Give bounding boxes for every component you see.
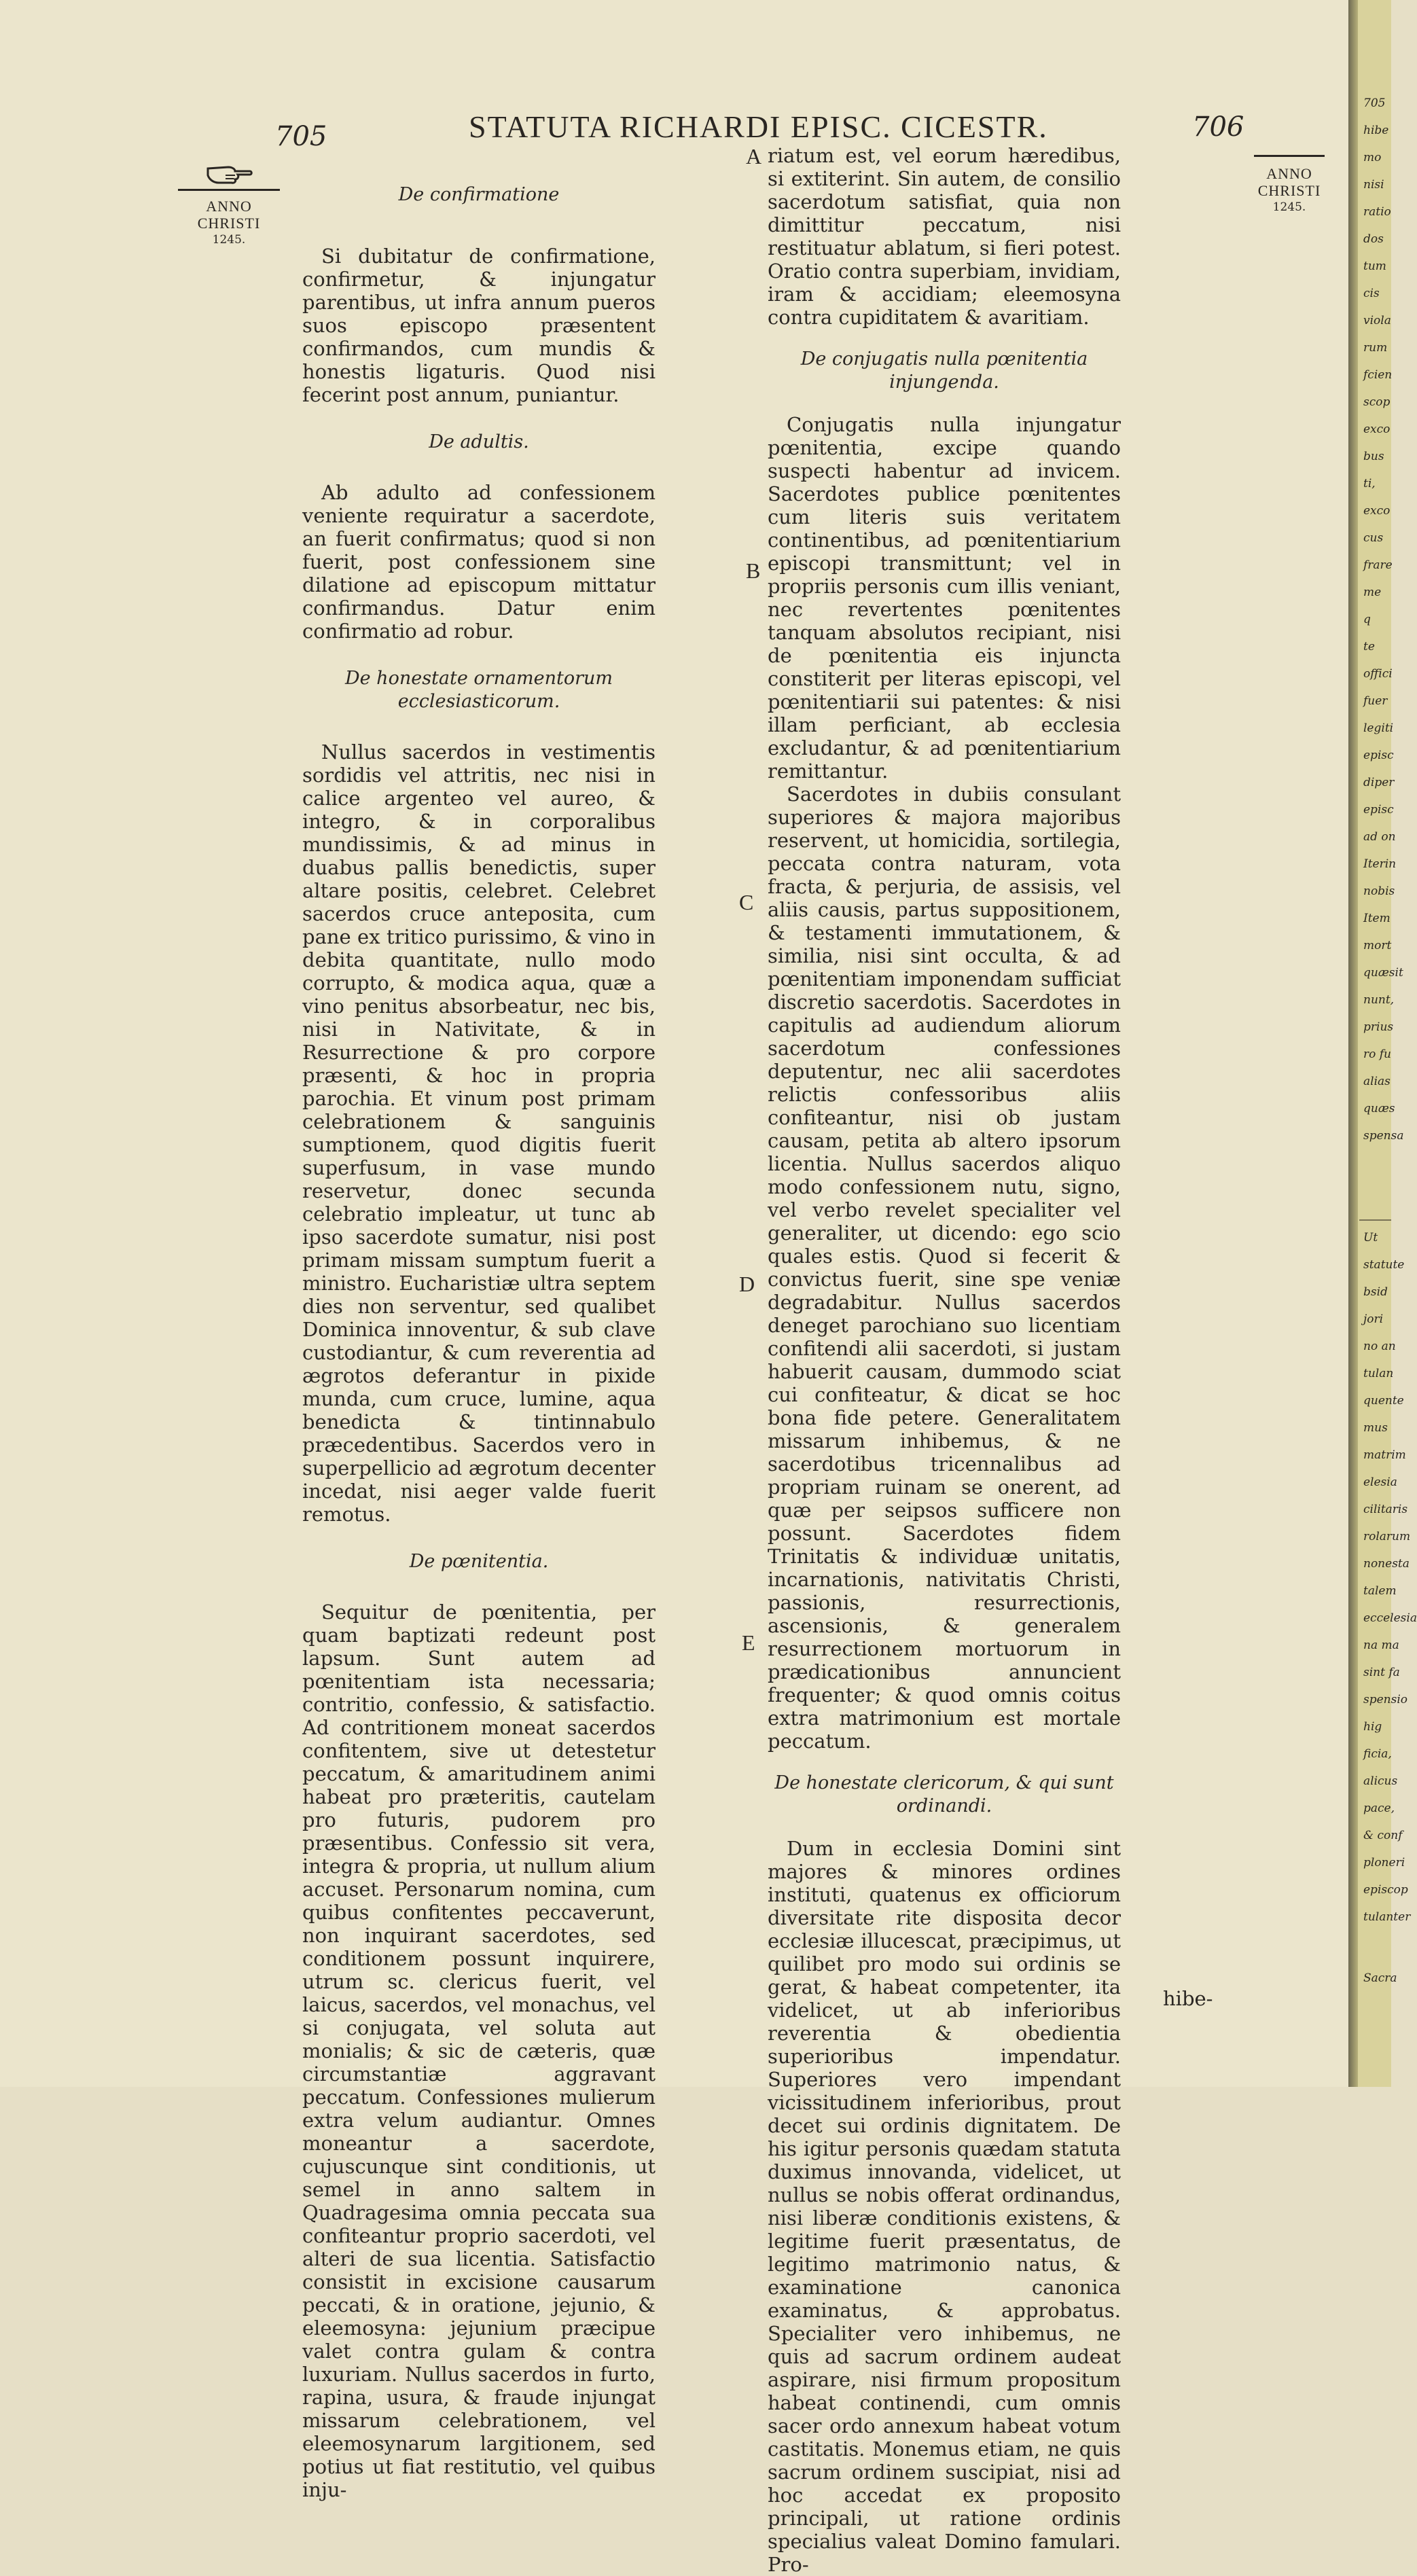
section-marker-c: C (739, 890, 754, 914)
next-page-fragment-line: ploneri (1363, 1856, 1405, 1870)
next-page-fragment-line: quæsit (1363, 966, 1403, 980)
paragraph: Si dubitatur de confirmatione, confirmetur, & injungatur parentibus, ut infra annum pueros suos episcopo præsentent confirmandos, cum mundis & honestis ligaturis. Quod nisi fecerint post annum, puniantur. (302, 245, 656, 406)
next-page-fragment-line: bus (1363, 450, 1384, 463)
next-page-fragment-line: hibe (1363, 124, 1389, 137)
left-text-column (302, 175, 656, 2501)
next-page-fragment-line: Iterin (1363, 857, 1397, 871)
next-page-fragment-line: quente (1363, 1394, 1404, 1408)
section-marker-b: B (746, 558, 761, 583)
next-page-fragment-line: cis (1363, 287, 1380, 300)
paragraph: Ab adulto ad confessionem veniente requiratur a sacerdote, an fuerit confirmatus; quod si non fuerit, post confessionem sine dilatione ad episcopum mittatur confirmandus. Datur enim confirmatio ad robur. (302, 481, 656, 643)
next-page-fragment-line: ti, (1363, 477, 1376, 490)
section-marker-a: A (746, 144, 762, 168)
next-page-fragment-line: cilitaris (1363, 1503, 1408, 1516)
next-page-fragment-line: mo (1363, 151, 1382, 164)
next-page-fragment-line: viola (1363, 314, 1391, 327)
next-page-fragment-line: episcop (1363, 1883, 1408, 1897)
next-page-fragment-line: eccelesia (1363, 1611, 1417, 1625)
next-page-fragment-line: me (1363, 586, 1382, 599)
catchword: hibe- (1163, 1987, 1213, 2010)
next-page-fragment-line: rolarum (1363, 1530, 1411, 1543)
page-divider (1359, 1219, 1391, 1221)
next-page-fragment-line: rum (1363, 341, 1388, 355)
next-page-fragment-line: na ma (1363, 1639, 1399, 1652)
paragraph: Dum in ecclesia Domini sint majores & minores ordines instituti, quatenus ex officiorum diversitate rite disposita decor ecclesiæ illucescat, præcipimus, ut quilibet pro modo sui ordinis se gerat, & habeat competenter, ita videlicet, ut ab inferioribus reverentia & obedientia superioribus impendatur. Superiores vero impendant vicissitudinem inferioribus, prout decet sui ordinis dignitatem. De his igitur personis quædam statuta duximus innovanda, videlicet, ut nullus se nobis offerat ordinandus, nisi liberæ conditionis existens, & legitime fuerit præsentatus, de legitimo matrimonio natus, & examinatione canonica examinatus, & approbatus. Specialiter vero inhibemus, ne quis ad sacrum ordinem audeat aspirare, nisi firmum propositum habeat continendi, cum omnis sacer ordo annexum habeat votum castitatis. Monemus etiam, ne quis sacrum ordinem suscipiat, nisi ad hoc accedat ex proposito principali, ut ratione ordinis specialius valeat Domino famulari. Pro- (768, 1837, 1121, 2576)
next-page-fragment-line: tulanter (1363, 1910, 1411, 1924)
next-page-fragment-line: dos (1363, 232, 1384, 246)
margin-rule (1254, 155, 1325, 157)
next-page-fragment-line: nisi (1363, 178, 1384, 192)
next-page-fragment-line: alicus (1363, 1774, 1398, 1788)
left-page-number: 705 (275, 121, 327, 152)
section-heading: De conjugatis nulla pœnitentia injungenda. (800, 348, 1088, 393)
next-page-fragment-line: jori (1363, 1312, 1384, 1326)
paragraph: Sequitur de pœnitentia, per quam baptizati redeunt post lapsum. Sunt autem ad pœnitentiam ista necessaria; contritio, confessio, & satisfactio. Ad contritionem moneat sacerdos confitentem, sive ut detestetur peccatum, & amaritudinem animi habeat pro præteritis, cautelam pro futuris, pudorem pro præsentibus. Confessio sit vera, integra & propria, ut nullum alium accuset. Personarum nomina, cum quibus confitentes peccaverunt, non inquirant sacerdotes, sed conditionem possunt inquirere, utrum sc. clericus fuerit, vel laicus, sacerdos, vel monachus, vel si conjugata, vel soluta aut monialis; & sic de cæteris, quæ circumstantiæ aggravant peccatum. Confessiones mulierum extra velum audiantur. Omnes moneantur a sacerdote, cujuscunque sint conditionis, ut semel in anno saltem in Quadragesima omnia peccata sua confiteantur proprio sacerdoti, vel alteri de sua licentia. Satisfactio consistit in excisione causarum peccati, & in oratione, jejunio, & eleemosyna: jejunium præcipue valet contra gulam & contra luxuriam. Nullus sacerdos in furto, rapina, usura, & fraude injungat missarum celebrationem, vel eleemosynarum largitionem, sed potius ut fiat restitutio, vel quibus inju- (302, 1600, 656, 2501)
anno-label: ANNO (206, 198, 252, 215)
next-page-fragment-line: diper (1363, 776, 1395, 789)
paragraph: Nullus sacerdos in vestimentis sordidis vel attritis, nec nisi in calice argenteo vel aureo, & integro, & in corporalibus mundissimis, & ad minus in duabus pallis benedictis, super altare positis, celebret. Celebret sacerdos cruce anteposita, cum pane ex tritico purissimo, & vino in debita quantitate, nullo modo corrupto, & modica aqua, quæ a vino penitus absorbeatur, nec bis, nisi in Nativitate, & in Resurrectione & pro corpore præsenti, & hoc in propria parochia. Et vinum post primam celebrationem & sanguinis sumptionem, quod digitis fuerit superfusum, in vase mundo reservetur, donec secunda celebratio impleatur, ut tunc ab ipso sacerdote sumatur, nisi post primam missam sumptum fuerit a ministro. Eucharistiæ ultra septem dies non serventur, sed qualibet Dominica innoventur, & sub clave custodiantur, & cum reverentia ad ægrotos deferantur in pixide munda, cum cruce, lumine, aqua benedicta & tintinnabulo præcedentibus. Sacerdos vero in superpellicio ad ægrotum decenter incedat, nisi aeger valde fuerit remotus. (302, 740, 656, 1526)
next-page-fragment-line: q (1363, 613, 1371, 626)
next-page-fragment-line: talem (1363, 1584, 1397, 1598)
next-page-fragment-line: fuer (1363, 694, 1388, 708)
next-page-fragment-line: ad on (1363, 830, 1396, 844)
margin-rule (178, 189, 280, 191)
anno-year: 1245. (1272, 200, 1306, 214)
next-page-fragment-line: no an (1363, 1340, 1396, 1353)
next-page-fragment-line: prius (1363, 1020, 1394, 1034)
next-page-fragment-line: te (1363, 640, 1375, 654)
next-page-fragment-line: episc (1363, 749, 1394, 762)
section-heading: De pœnitentia. (409, 1551, 549, 1572)
next-page-fragment-line: ratio (1363, 205, 1391, 219)
section-marker-e: E (742, 1630, 755, 1655)
page-header (0, 109, 1348, 156)
pointing-hand-icon (205, 162, 253, 186)
next-page-fragment-line: episc (1363, 803, 1394, 817)
next-page-fragment-line: spensa (1363, 1129, 1404, 1143)
next-page-fragment-line: Ut (1363, 1231, 1378, 1245)
paragraph: Conjugatis nulla injungatur pœnitentia, excipe quando suspecti habentur ad invicem. Sacerdotes publice pœnitentes cum literis suis veritatem continentibus, ad pœnitentiarium episcopi transmittunt; vel in propriis personis cum illis veniant, nec revertentes pœnitentes tanquam absolutos recipiant, nisi de pœnitentia eis injuncta constiterit per literas episcopi, vel pœnitentiarii sui patentes: & nisi illam perficiant, ab ecclesia excludantur, & ad pœnitentiarium remittantur. (768, 413, 1121, 783)
next-page-fragment-line: 705 (1363, 96, 1386, 110)
section-marker-d: D (739, 1272, 755, 1296)
next-page-fragment-line: bsid (1363, 1285, 1388, 1299)
next-page-fragment-line: nonesta (1363, 1557, 1410, 1571)
right-page-number: 706 (1192, 111, 1244, 143)
next-page-fragment-line: sint fa (1363, 1666, 1400, 1679)
next-page-fragment-line: matrim (1363, 1448, 1406, 1462)
next-page-fragment-line: Sacra (1363, 1971, 1397, 1985)
next-page-fragment-line: exco (1363, 423, 1391, 436)
section-heading: De honestate clericorum, & qui sunt ordinandi. (774, 1772, 1114, 1817)
next-page-fragment-line: mus (1363, 1421, 1388, 1435)
next-page-edge (1348, 0, 1417, 2087)
paragraph: riatum est, vel eorum hæredibus, si extiterint. Sin autem, de consilio sacerdotum satisfiat, quia non dimittitur peccatum, nisi restituatur ablatum, si fieri potest. Oratio contra superbiam, invidiam, iram & accidiam; eleemosyna contra cupiditatem & avaritiam. (768, 144, 1121, 329)
next-page-fragment-line: nunt, (1363, 993, 1395, 1007)
next-page-fragment-line: exco (1363, 504, 1391, 518)
next-page-fragment-line: nobis (1363, 884, 1395, 898)
next-page-fragment-line: ro fu (1363, 1048, 1392, 1061)
next-page-fragment-line: Item (1363, 912, 1391, 925)
next-page-fragment-line: spensio (1363, 1693, 1408, 1706)
section-heading: De honestate ornamentorum ecclesiasticorum. (344, 668, 613, 712)
next-page-fragment-line: quæs (1363, 1102, 1395, 1115)
next-page-fragment-line: legiti (1363, 721, 1394, 735)
section-heading: De confirmatione (398, 184, 560, 205)
next-page-fragment-line: pace, (1363, 1802, 1395, 1815)
left-margin-note (178, 162, 280, 248)
next-page-fragment-line: hig (1363, 1720, 1382, 1734)
next-page-fragment-line: tum (1363, 260, 1386, 273)
right-margin-note (1249, 155, 1330, 215)
christi-label: CHRISTI (197, 215, 261, 232)
next-page-fragment-line: mort (1363, 939, 1392, 952)
anno-year: 1245. (212, 233, 246, 247)
page-gutter (1348, 0, 1358, 2087)
christi-label: CHRISTI (1257, 182, 1321, 199)
next-page-fragment-line: scop (1363, 395, 1391, 409)
next-page-fragment-line: elesia (1363, 1475, 1397, 1489)
next-page-fragment-line: cus (1363, 531, 1384, 545)
next-page-fragment-line: ficia, (1363, 1747, 1392, 1761)
anno-label: ANNO (1266, 165, 1312, 182)
next-page-fragment-line: & conf (1363, 1829, 1403, 1842)
section-heading: De adultis. (429, 431, 529, 452)
right-text-column (768, 144, 1121, 2576)
next-page-fragment-line: frare (1363, 558, 1393, 572)
next-page-fragment-line: fcien (1363, 368, 1393, 382)
next-page-fragment-line: statute (1363, 1258, 1405, 1272)
running-title: STATUTA RICHARDI EPISC. CICESTR. (469, 109, 1048, 144)
paragraph: Sacerdotes in dubiis consulant superiores & majora majoribus reservent, ut homicidia, sortilegia, peccata contra naturam, vota fracta, & perjuria, de assisis, vel aliis causis, partus suppositionem, & testamenti immutationem, & similia, nisi sint occulta, & ad pœnitentiam imponendam sufficiat discretio sacerdotis. Sacerdotes in capitulis ad audiendum aliorum sacerdotum confessiones deputentur, nec alii sacerdotes relictis confessoribus aliis confiteantur, nisi ob justam causam, petita ab altero ipsorum licentia. Nullus sacerdos aliquo modo confessionem nutu, signo, vel verbo revelet specialiter vel generaliter, ut dicendo: ego scio quales estis. Quod si fecerit & convictus fuerit, sine spe veniæ degradabitur. Nullus sacerdos deneget parochiano suo licentiam confitendi alii sacerdoti, si justam habuerit causam, dummodo sciat cui confiteatur, & dicat se hoc bona fide petere. Generalitatem missarum inhibemus, & ne sacerdotibus tricennalibus ad propriam ruinam se onerent, ad quæ per seipsos sufficere non possunt. Sacerdotes fidem Trinitatis & individuæ unitatis, incarnationis, nativitatis Christi, passionis, resurrectionis, ascensionis, & generalem resurrectionem mortuorum in prædicationibus annuncient frequenter; & quod omnis coitus extra matrimonium est mortale peccatum. (768, 783, 1121, 1753)
next-page-fragment-line: offici (1363, 667, 1393, 681)
next-page-fragment-line: alias (1363, 1075, 1391, 1088)
next-page-fragment-line: tulan (1363, 1367, 1394, 1380)
